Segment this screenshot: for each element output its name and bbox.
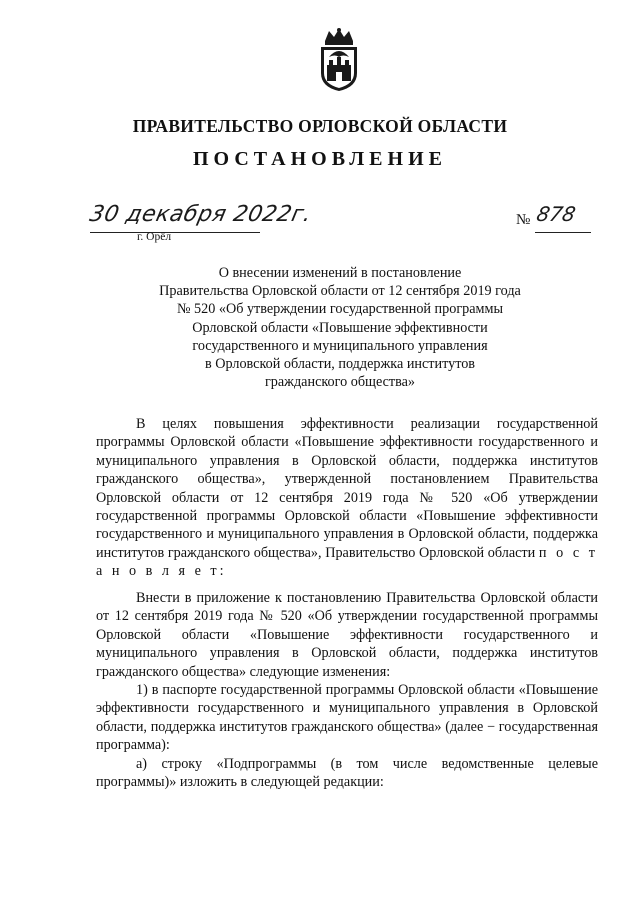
subject-line: Орловской области «Повышение эффективности	[192, 319, 488, 336]
subject-line: № 520 «Об утверждении государственной программы	[176, 301, 504, 318]
decision-item-1: 1) в паспорте государственной программы Орловской области «Повышение эффективности государственного и муниципального управления в Орловской области, поддержка институтов гражданского общества» (далее − государственная программа):	[96, 682, 598, 754]
subject-line: О внесении изменений в постановление	[218, 265, 462, 281]
date-underline	[90, 232, 260, 233]
subject-heading	[140, 264, 540, 391]
subject-line: государственного и муниципального управления	[192, 337, 488, 354]
number-label: №	[516, 212, 531, 228]
preamble-paragraph	[96, 415, 598, 581]
subject-line: гражданского общества»	[264, 374, 416, 391]
decision-intro: Внести в приложение к постановлению Правительства Орловской области от 12 сентября 2019 года № 520 «Об утверждении государственной программы Орловской области «Повышение эффективности государственного и муниципального управления в Орловской области, поддержка институтов гражданского общества» следующие изменения:	[96, 590, 598, 680]
subject-line: Правительства Орловской области от 12 сентября 2019 года	[159, 283, 521, 300]
handwritten-date: 30 декабря 2022г.	[87, 202, 314, 227]
orel-coat-of-arms-icon	[315, 27, 363, 93]
subject-line: в Орловской области, поддержка институтов	[204, 356, 476, 373]
government-title: ПРАВИТЕЛЬСТВО ОРЛОВСКОЙ ОБЛАСТИ	[132, 116, 508, 136]
resolves-word: п о с т а н о в л я е т:	[96, 544, 598, 580]
decision-item-1a: а) строку «Подпрограммы (в том числе ведомственные целевые программы)» изложить в следующей редакции:	[96, 755, 598, 791]
number-underline	[535, 232, 591, 233]
handwritten-number: 878	[534, 202, 578, 226]
preamble-text: В целях повышения эффективности реализации государственной программы Орловской области «Повышение эффективности государственного и муниципального управления в Орловской области, поддержка институтов гражданского общества», утвержденной постановлением Правительства Орловской области от 12 сентября 2019 года № 520 «Об утверждении государственной программы Орловской области «Повышение эффективности государственного и муниципального управления в Орловской области, поддержка институтов гражданского общества», Правительство Орловской области	[96, 416, 598, 561]
decision-section	[96, 589, 598, 791]
document-kind: ПОСТАНОВЛЕНИЕ	[193, 148, 447, 170]
city-label: г. Орёл	[137, 231, 172, 243]
